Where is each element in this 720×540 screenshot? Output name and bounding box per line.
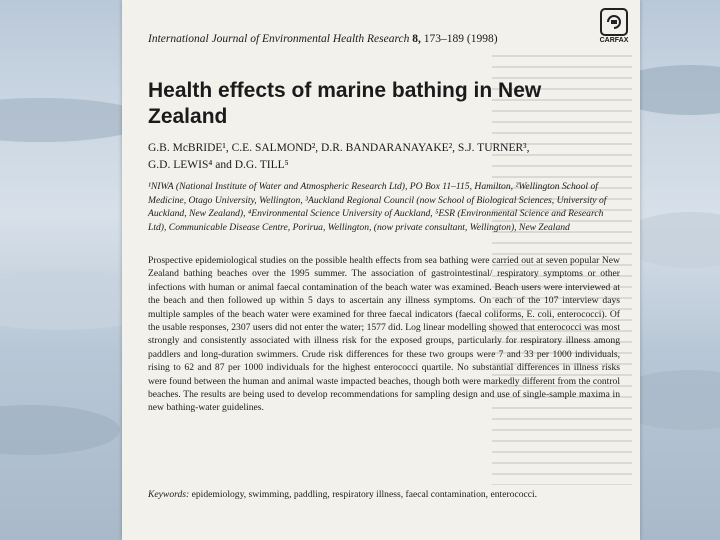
author-line-2: G.D. LEWIS⁴ and D.G. TILL⁵ <box>148 159 289 171</box>
publisher-logo <box>597 8 631 44</box>
author-list <box>148 140 618 174</box>
keywords <box>148 488 620 501</box>
journal-name: International Journal of Environmental Health Research <box>148 33 410 45</box>
journal-volume: 8, <box>412 33 421 45</box>
article-title: Health effects of marine bathing in New Zealand <box>148 79 542 128</box>
publisher-logo-text: CARFAX <box>599 37 629 44</box>
keywords-text: epidemiology, swimming, paddling, respiratory illness, faecal contamination, enterococci. <box>191 489 538 500</box>
author-line-1: G.B. McBRIDE¹, C.E. SALMOND², D.R. BANDARANAYAKE², S.J. TURNER³, <box>148 142 530 154</box>
document-page <box>122 0 640 540</box>
keywords-label: Keywords: <box>148 489 190 500</box>
carfax-logo-icon <box>600 8 628 36</box>
journal-pages: 173–189 (1998) <box>423 33 498 45</box>
abstract: Prospective epidemiological studies on the possible health effects from sea bathing were carried out at seven popular New Zealand bathing beaches over the 1995 summer. The association of gastrointestinal/ respiratory symptoms or other infections with human or animal faecal contamination of the beach water was examined. Beach users were interviewed at the beach and then followed up within 5 days to ascertain any illness symptoms. On each of the 107 interview days multiple samples of the beach water were examined for three faecal indicators (faecal coliforms, E. coli, enterococci). Of the usable responses, 2307 users did not enter the water; 1577 did. Log linear modelling showed that enterococci was most strongly and consistently associated with illness risk for the exposed groups, particularly for respiratory illness among paddlers and long-duration swimmers. Crude risk differences for these two groups were 7 and 33 per 1000 individuals, rising to 62 and 87 per 1000 individuals for the highest enterococci quartile. No substantial differences in illness risks were found between the human and animal waste impacted beaches, though both were markedly different from the control beaches. The results are being used to develop recommendations for sampling design and use of single-sample maxima in new bathing-water guidelines. <box>148 255 620 414</box>
affiliations: ¹NIWA (National Institute of Water and Atmospheric Research Ltd), PO Box 11–115, Hamilton, ²Wellington School of Medicine, Otago University, Wellington, ³Auckland Regional Council (now School of Biological Sciences, University of Auckland, New Zealand), ⁴Environmental Science University of Auckland, ⁵ESR (Environmental Science and Research Ltd), Communicable Disease Centre, Porirua, Wellington, (now private consultant, Wellington), New Zealand <box>148 181 607 233</box>
journal-citation <box>148 33 498 45</box>
